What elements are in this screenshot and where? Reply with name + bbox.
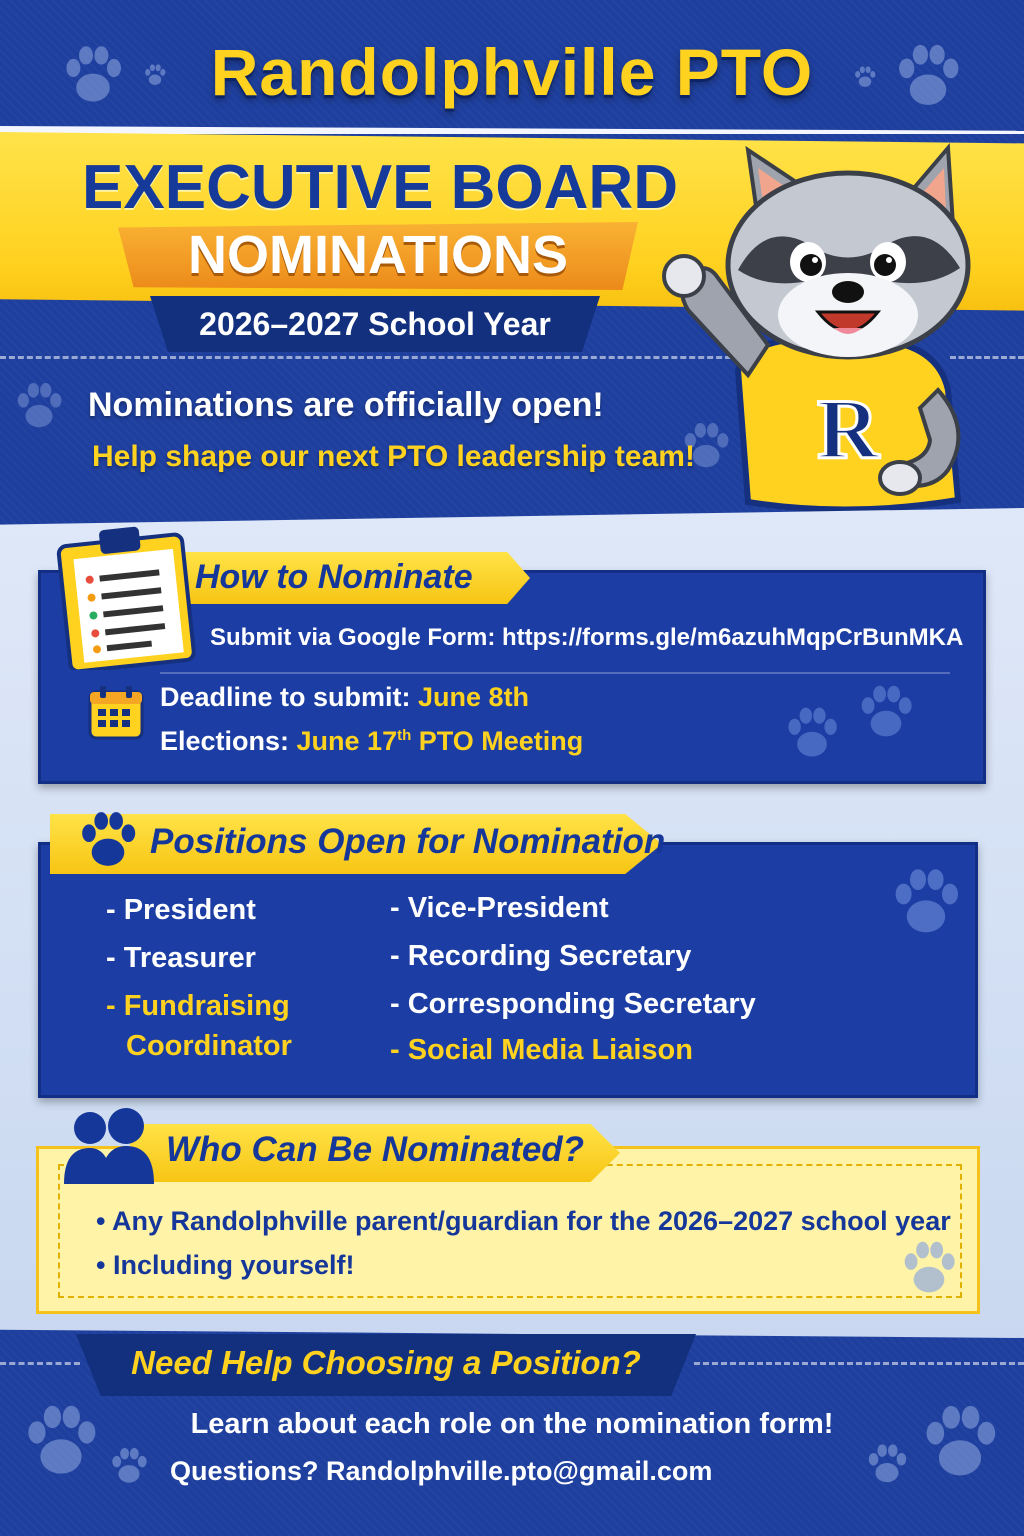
position-item: - Recording Secretary <box>390 940 692 972</box>
divider <box>0 356 740 359</box>
how-to-title: How to Nominate <box>195 558 473 596</box>
elections-date-suffix: th <box>397 727 412 744</box>
shirt-letter: R <box>816 381 880 477</box>
paw-print-icon <box>72 806 144 874</box>
position-item: - Social Media Liaison <box>390 1034 693 1066</box>
contact-email[interactable]: Questions? Randolphville.pto@gmail.com <box>170 1456 713 1486</box>
paw-print-icon <box>912 1398 1008 1486</box>
intro-subline: Help shape our next PTO leadership team! <box>92 440 695 473</box>
banner-edge <box>0 126 1024 134</box>
eligibility-item: • Including yourself! <box>96 1250 355 1280</box>
paw-print-icon <box>884 862 968 942</box>
position-item: - Fundraising <box>106 990 290 1022</box>
paw-print-icon <box>894 1236 964 1300</box>
positions-title: Positions Open for Nomination <box>150 822 666 861</box>
raccoon-mascot <box>648 140 1008 520</box>
banner-heading: EXECUTIVE BOARD <box>82 153 678 222</box>
eligibility-item: • Any Randolphville parent/guardian for the 2026–2027 school year <box>96 1206 951 1236</box>
deadline-date: June 8th <box>418 682 530 712</box>
position-item: - Treasurer <box>106 942 256 974</box>
page-title: Randolphville PTO <box>210 35 814 109</box>
divider <box>160 672 950 674</box>
calendar-icon <box>86 684 146 742</box>
clipboard-icon <box>56 520 196 670</box>
deadline-line <box>160 682 529 713</box>
paw-print-icon <box>780 702 844 764</box>
position-item: Coordinator <box>126 1030 292 1062</box>
position-item: - Vice-President <box>390 892 609 924</box>
who-title: Who Can Be Nominated? <box>166 1130 585 1169</box>
paw-print-icon <box>862 1440 912 1488</box>
elections-date: June 17 <box>296 726 398 756</box>
learn-more-text: Learn about each role on the nomination form! <box>190 1408 834 1440</box>
google-form-link[interactable]: Submit via Google Form: https://forms.gle/m6azuhMqpCrBunMKA <box>210 624 964 651</box>
people-icon <box>60 1106 156 1186</box>
paw-print-icon <box>16 1398 106 1484</box>
elections-label: Elections: <box>160 726 297 756</box>
intro-line: Nominations are officially open! <box>88 386 604 424</box>
divider <box>694 1362 1024 1365</box>
paw-print-icon <box>10 378 68 434</box>
elections-event: PTO Meeting <box>411 726 584 756</box>
position-item: - Corresponding Secretary <box>390 988 756 1020</box>
position-item: - President <box>106 894 256 926</box>
paw-print-icon <box>106 1444 152 1488</box>
banner-subheading: NOMINATIONS <box>188 225 568 285</box>
paw-print-icon <box>852 680 920 744</box>
help-title: Need Help Choosing a Position? <box>131 1344 641 1381</box>
school-year: 2026–2027 School Year <box>199 306 551 342</box>
divider <box>0 1362 80 1365</box>
elections-line <box>160 726 583 757</box>
deadline-label: Deadline to submit: <box>160 682 419 712</box>
